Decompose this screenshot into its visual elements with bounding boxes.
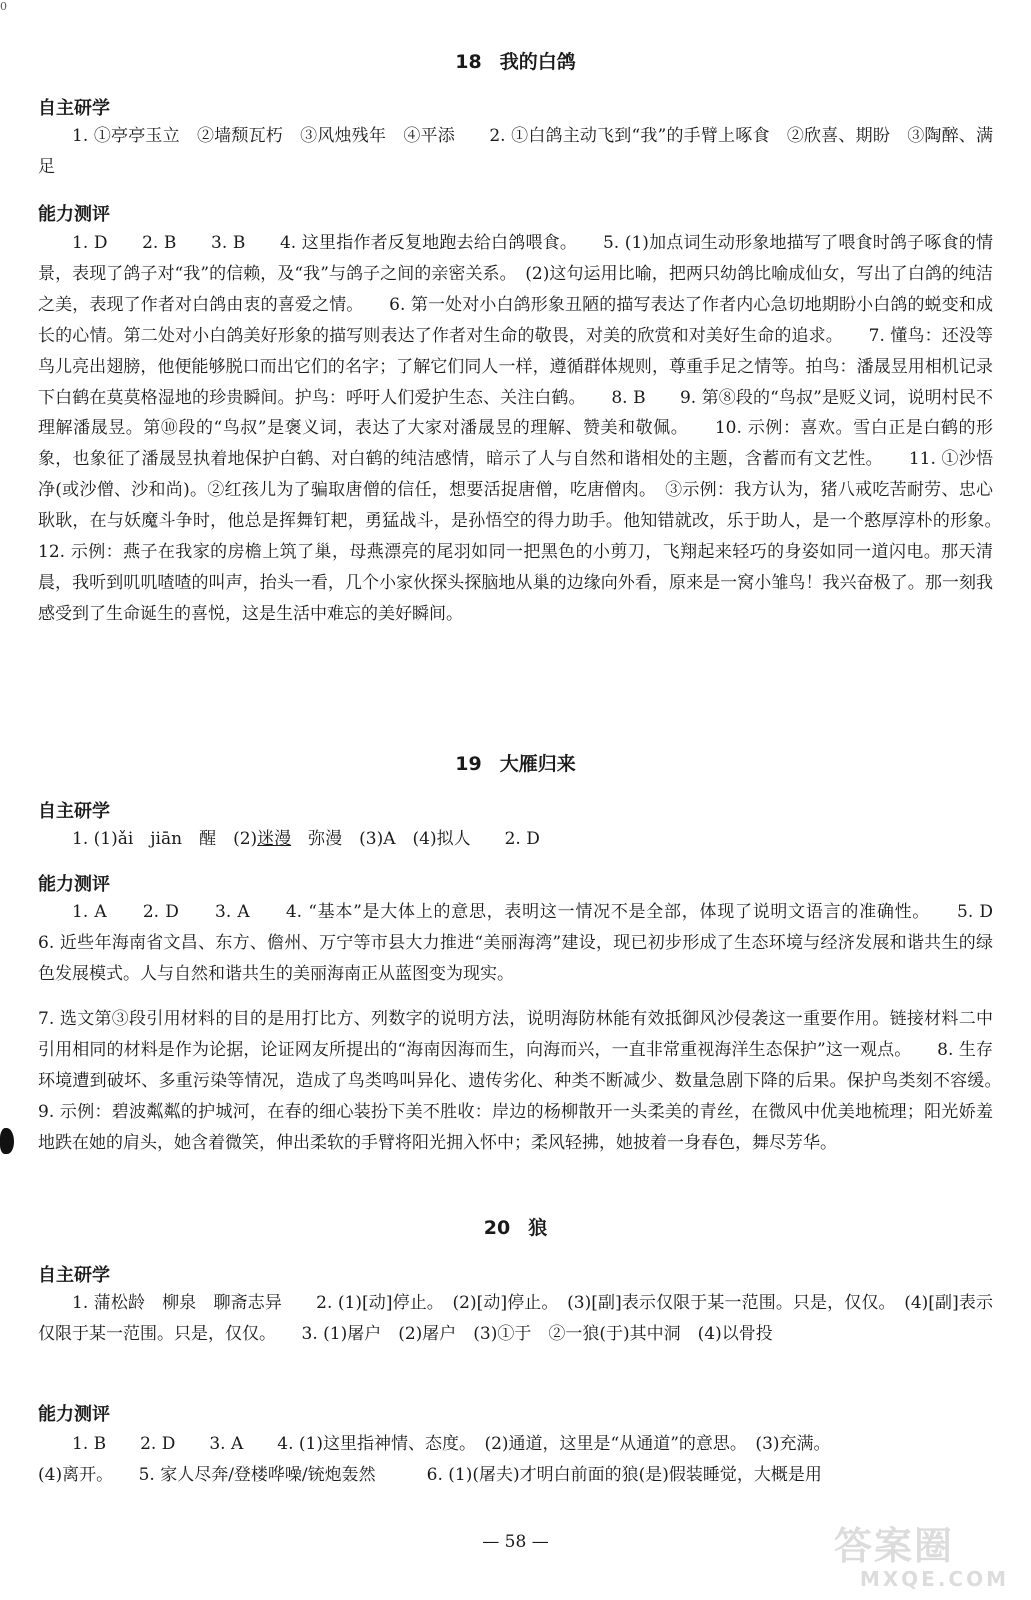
answer-paragraph: 7. 选文第③段引用材料的目的是用打比方、列数字的说明方法，说明海防林能有效抵御风沙侵袭这一重要作用。链接材料二中引用相同的材料是作为论据，论证网友所提出的“海南因海而生，向海而兴，一直非常重视海洋生态保护”这一观点。 8. 生存环境遭到破坏、多重污染等情况，造成了鸟类鸣叫异化、遗传劣化、种类不断减少、数量急剧下降的后果。保护鸟类刻不容缓。 9. 示例：碧波粼粼的护城河，在春的细心装扮下美不胜收：岸边的杨柳散开一头柔美的青丝，在微风中优美地梳理；阳光娇羞地跌在她的肩头，她含着微笑，伸出柔软的手臂将阳光拥入怀中；柔风轻拂，她披着一身春色，舞尽芳华。 (38, 1009, 1027, 1153)
subheading-self-study: 自主研学 (38, 98, 110, 119)
subheading-self-study: 自主研学 (38, 801, 110, 822)
section-number: 18 (455, 51, 482, 73)
section-name: 我的白鸽 (499, 51, 576, 73)
answer-text: 1. (1)ǎi jiān 醒 (2) (72, 829, 258, 849)
section-number: 20 (483, 1217, 511, 1239)
answer-paragraph: 1. D 2. B 3. B 4. 这里指作者反复地跑去给白鸽喂食。 5. (1)加点词生动形象地描写了喂食时鸽子啄食的情景，表现了鸽子对“我”的信赖，及“我”与鸽子之间的亲密关系。 (2)这句运用比喻，把两只幼鸽比喻成仙女，写出了白鸽的纯洁之美，表现了作者对白鸽由衷的喜爱之情。 6. 第一处对小白鸽形象丑陋的描写表达了作者内心急切地期盼小白鸽的蜕变和成长的心情。第二处对小白鸽美好形象的描写则表达了作者对生命的敬畏，对美的欣赏和对美好生命的追求。 7. 懂鸟：还没等鸟儿亮出翅膀，他便能够脱口而出它们的名字；了解它们同人一样，遵循群体规则，尊重手足之情等。拍鸟：潘晟昱用相机记录下白鹤在莫莫格湿地的珍贵瞬间。护鸟：呼吁人们爱护生态、关注白鹤。 8. B 9. 第⑧段的“鸟叔”是贬义词，说明村民不理解潘晟昱。第⑩段的“鸟叔”是褒义词，表达了大家对潘晟昱的理解、赞美和敬佩。 10. 示例：喜欢。雪白正是白鹤的形象，也象征了潘晟昱执着地保护白鹤、对白鹤的纯洁感情，暗示了人与自然和谐相处的主题，含蓄而有文艺性。 11. ①沙悟净(或沙僧、沙和尚)。②红孩儿为了骗取唐僧的信任，想要活捉唐僧，吃唐僧肉。 ③示例：我方认为，猪八戒吃苦耐劳、忠心耿耿，在与妖魔斗争时，他总是挥舞钉耙，勇猛战斗，是孙悟空的得力助手。他知错就改，乐于助人，是一个憨厚淳朴的形象。 12. 示例：燕子在我家的房檐上筑了巢，母燕漂亮的尾羽如同一把黑色的小剪刀，飞翔起来轻巧的身姿如同一道闪电。那天清晨，我听到叽叽喳喳的叫声，抬头一看，几个小家伙探头探脑地从巢的边缘向外看，原来是一窝小雏鸟！我兴奋极了。那一刻我感受到了生命诞生的喜悦，这是生活中难忘的美好瞬间。 (38, 233, 1027, 624)
watermark-text: 答案圈 (834, 1524, 955, 1568)
page-number: — 58 — (482, 1532, 549, 1552)
answer-paragraph: 1. ①亭亭玉立 ②墙颓瓦朽 ③风烛残年 ④平添 2. ①白鸽主动飞到“我”的手臂上啄食 ②欣喜、期盼 ③陶醉、满足 (38, 126, 993, 177)
answer-paragraph (38, 824, 993, 855)
watermark-logo (834, 1525, 1009, 1593)
answer-paragraph: 1. B 2. D 3. A 4. (1)这里指神情、态度。 (2)通道，这里是“从通道”的意思。 (3)充满。 (72, 1434, 831, 1454)
section-name: 狼 (528, 1217, 548, 1239)
section-title-19 (0, 749, 1031, 776)
section-name: 大雁归来 (499, 753, 576, 775)
subheading-ability-test: 能力测评 (38, 1404, 110, 1425)
subheading-ability-test: 能力测评 (38, 204, 110, 225)
ink-blot (0, 1128, 14, 1154)
underlined-word: 迷漫 (257, 829, 292, 849)
answer-paragraph: 1. A 2. D 3. A 4. “基本”是大体上的意思，表明这一情况不是全部，体现了说明文语言的准确性。 5. D 6. 近些年海南省文昌、东方、儋州、万宁等市县大力推进“美丽海湾”建设，现已初步形成了生态环境与经济发展和谐共生的绿色发展模式。人与自然和谐共生的美丽海南正从蓝图变为现实。 (38, 902, 1027, 984)
watermark-url: MXQE.COM (859, 1567, 1009, 1591)
section-title-18 (0, 47, 1031, 74)
answer-text: 弥漫 (3)A (4)拟人 2. D (291, 829, 540, 849)
section-number: 19 (455, 753, 482, 775)
corner-mark: 0 (0, 0, 7, 13)
subheading-self-study: 自主研学 (38, 1265, 110, 1286)
answer-paragraph: 1. 蒲松龄 柳泉 聊斋志异 2. (1)[动]停止。 (2)[动]停止。 (3)[副]表示仅限于某一范围。只是，仅仅。 (4)[副]表示仅限于某一范围。只是，仅仅。 3. (1)屠户 (2)屠户 (3)①于 ②一狼(于)其中洞 (4)以骨投 (38, 1293, 993, 1344)
answer-paragraph: (4)离开。 5. 家人尽奔/登楼哗噪/铳炮轰然 6. (1)(屠夫)才明白前面的狼(是)假装睡觉，大概是用 (38, 1465, 822, 1485)
section-title-20 (0, 1213, 1031, 1240)
subheading-ability-test: 能力测评 (38, 874, 110, 895)
